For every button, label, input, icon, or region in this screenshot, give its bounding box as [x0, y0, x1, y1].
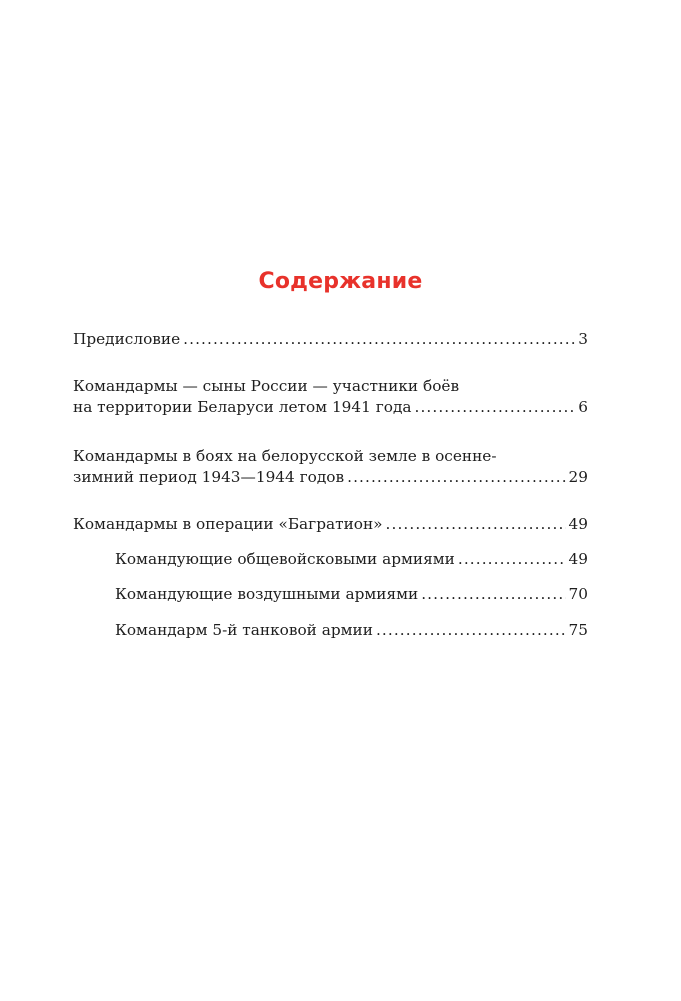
- toc-entry-title: Командармы в операции «Багратион»: [73, 515, 383, 533]
- dot-leader: [183, 329, 575, 350]
- toc-entry-bagration[interactable]: [73, 514, 588, 535]
- toc-entry-title-line: Командармы — сыны России — участники боёв: [73, 377, 460, 395]
- toc-entry-row: [73, 467, 588, 488]
- dot-leader: [347, 467, 565, 488]
- toc-entry-row: [115, 620, 588, 641]
- toc-entry-title: на территории Беларуси летом 1941 года: [73, 398, 412, 416]
- toc-entry-title: зимний период 1943—1944 годов: [73, 468, 345, 486]
- toc-entry-title: Командующие общевойсковыми армиями: [115, 550, 455, 568]
- toc-entry-air-armies[interactable]: [115, 584, 588, 605]
- toc-entry-row: [73, 397, 588, 418]
- toc-entry-row: [73, 514, 588, 535]
- toc-entry-autumn-winter[interactable]: [73, 446, 588, 488]
- toc-entry-title-line: Командармы в боях на белорусской земле в осенне-: [73, 447, 497, 465]
- toc-entry-title: Командарм 5-й танковой армии: [115, 621, 373, 639]
- toc-entry-preface[interactable]: [73, 329, 588, 350]
- toc-page-number: 49: [568, 515, 588, 533]
- toc-entry-title: Командующие воздушными армиями: [115, 585, 419, 603]
- toc-page-number: 3: [578, 330, 588, 348]
- toc-page-number: 6: [578, 398, 588, 416]
- dot-leader: [415, 397, 576, 418]
- toc-page-number: 70: [568, 585, 588, 603]
- toc-page-number: 29: [568, 468, 588, 486]
- toc-page-number: 75: [568, 621, 588, 639]
- toc-entry-tank-army[interactable]: [115, 620, 588, 641]
- toc-entry-row: [115, 549, 588, 570]
- page-title: Содержание: [258, 269, 423, 294]
- toc-entry-summer-1941[interactable]: [73, 376, 588, 418]
- toc-entry-row: [115, 584, 588, 605]
- dot-leader: [376, 620, 566, 641]
- dot-leader: [458, 549, 566, 570]
- toc-entry-row: [73, 329, 588, 350]
- toc-page-number: 49: [568, 550, 588, 568]
- dot-leader: [386, 514, 566, 535]
- dot-leader: [421, 584, 565, 605]
- toc-entry-title: Предисловие: [73, 330, 181, 348]
- toc-entry-combined-arms[interactable]: [115, 549, 588, 570]
